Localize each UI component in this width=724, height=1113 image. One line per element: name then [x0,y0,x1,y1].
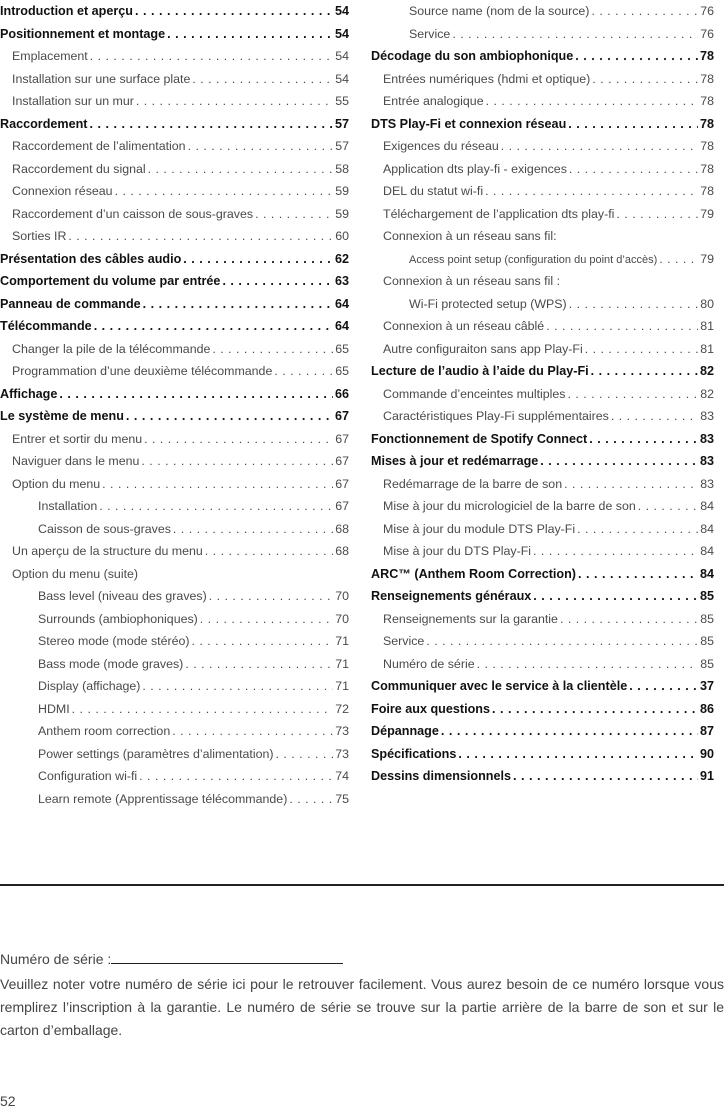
toc-section-entry [371,698,714,721]
toc-dot-leader [90,45,333,68]
toc-entry-title: Display (affichage) [38,679,141,693]
toc-entry-title: Option du menu [12,476,101,491]
toc-subsection-entry [0,90,349,113]
toc-dot-leader [192,630,334,653]
toc-dot-leader [591,360,698,383]
toc-dot-leader [592,68,698,91]
toc-entry-title: Exigences du réseau [383,139,499,153]
toc-dot-leader [533,585,698,608]
toc-section-entry [371,743,714,766]
toc-subsection-entry [371,405,714,428]
toc-dot-leader [167,23,333,46]
toc-entry-title: Caisson de sous-graves [38,521,171,536]
toc-subsection-entry [0,563,349,586]
toc-dot-leader [578,563,698,586]
toc-entry-title: Autre configuraiton sans app Play-Fi [383,341,583,356]
toc-page-number: 64 [334,319,349,333]
toc-dot-leader [611,405,698,428]
toc-entry-title: Communiquer avec le service à la clientèle [371,679,628,693]
toc-subsection-entry [371,225,714,248]
toc-entry-title: Service [409,26,451,41]
toc-page-number: 85 [700,656,714,671]
toc-entry-title: Emplacement [12,49,88,63]
toc-page-number: 59 [335,184,349,198]
toc-section-entry [0,113,349,136]
toc-subsection-entry [0,428,349,451]
toc-entry-title: Access point setup (configuration du point d’accès) [409,253,658,266]
toc-entry-title: Raccordement du signal [12,161,146,176]
toc-dot-leader [274,360,333,383]
toc-entry-title: Anthem room correction [38,724,171,738]
toc-dot-leader [143,293,333,316]
toc-dot-leader [99,495,333,518]
toc-dot-leader [441,720,698,743]
toc-entry-title: Raccordement [0,116,88,131]
toc-page-number: 84 [700,499,714,513]
toc-page-number: 67 [335,454,349,468]
toc-section-entry [371,428,714,451]
serial-number-label: Numéro de série : [0,951,112,967]
toc-dot-leader [185,653,333,676]
toc-subsection-entry [0,450,349,473]
toc-entry-title: Naviguer dans le menu [12,454,140,468]
toc-subsection-entry [0,203,349,226]
toc-page-number: 79 [700,251,714,266]
toc-entry-title: Introduction et aperçu [0,4,133,18]
toc-section-entry [0,270,349,293]
toc-dot-leader [501,135,698,158]
serial-number-field [0,951,343,967]
toc-page-number: 54 [334,4,349,18]
toc-page-number: 70 [335,589,349,603]
toc-dot-leader [569,293,699,316]
toc-subsection-entry [371,248,714,271]
toc-subsection-entry [371,23,714,46]
toc-dot-leader [452,23,698,46]
toc-entry-title: Mise à jour du micrologiciel de la barre de son [383,499,636,513]
toc-entry-title: Fonctionnement de Spotify Connect [371,431,588,446]
toc-subsection-entry [371,473,714,496]
toc-page-number: 78 [700,71,714,86]
toc-dot-leader [575,45,698,68]
toc-dot-leader [577,518,698,541]
toc-entry-title: Bass mode (mode graves) [38,656,184,671]
toc-page-number: 71 [335,634,349,648]
toc-dot-leader [591,0,698,23]
toc-entry-title: Téléchargement de l’application dts play-fi [383,206,615,221]
toc-dot-leader [200,608,333,631]
toc-page-number: 71 [335,679,349,693]
toc-page-number: 83 [699,431,714,446]
toc-page-number: 82 [700,386,714,401]
toc-entry-title: Connexion à un réseau sans fil : [383,274,561,288]
toc-entry-title: Learn remote (Apprentissage télécommande) [38,791,288,806]
toc-subsection-entry [0,788,349,811]
toc-section-entry [371,765,714,788]
toc-dot-leader [513,765,698,788]
toc-subsection-entry [371,0,714,23]
toc-entry-title: Stereo mode (mode stéréo) [38,634,190,648]
toc-dot-leader [485,180,698,203]
toc-page-number: 54 [335,71,349,86]
toc-dot-leader [173,518,333,541]
toc-page-number: 81 [700,319,714,333]
toc-subsection-entry [0,698,349,721]
toc-page-number: 78 [700,139,714,153]
toc-page-number: 78 [699,49,714,63]
toc-entry-title: Wi-Fi protected setup (WPS) [409,296,567,311]
toc-page-number: 84 [700,544,714,558]
toc-dot-leader [172,720,333,743]
toc-entry-title: Mise à jour du module DTS Play-Fi [383,521,576,536]
toc-page-number: 74 [335,769,349,783]
toc-subsection-entry [371,158,714,181]
toc-page-number: 72 [335,701,349,716]
toc-entry-title: Bass level (niveau des graves) [38,589,207,603]
toc-dot-leader [426,630,698,653]
toc-page-number: 83 [700,409,714,423]
toc-dot-leader [68,225,333,248]
toc-page-number: 78 [699,116,714,131]
toc-section-entry [0,0,349,23]
toc-page-number: 57 [334,116,349,131]
toc-page-number: 58 [335,161,349,176]
toc-subsection-entry [371,518,714,541]
serial-number-note: Veuillez noter votre numéro de série ici pour le retrouver facilement. Vous aurez besoin de ce numéro lorsque vous remplirez l’inscription à la garantie. Le numéro de série se trouve sur la partie arrière de la barre de son et sur le carton d’emballage. [0,976,724,1038]
toc-subsection-entry [371,630,714,653]
toc-subsection-entry [0,540,349,563]
toc-entry-title: Entrer et sortir du menu [12,431,143,446]
toc-page-number: 81 [700,341,714,356]
toc-entry-title: Le système de menu [0,409,124,423]
toc-subsection-entry [371,495,714,518]
toc-page-number: 66 [334,386,349,401]
toc-page-number: 67 [335,476,349,491]
toc-entry-title: Raccordement d’un caisson de sous-graves [12,206,254,221]
toc-entry-title: Lecture de l’audio à l’aide du Play-Fi [371,364,589,378]
toc-page-number: 63 [334,274,349,288]
toc-left-column [0,0,349,810]
toc-page-number: 79 [700,206,714,221]
toc-page-number: 75 [335,791,349,806]
toc-subsection-entry [371,68,714,91]
toc-section-entry [0,405,349,428]
toc-entry-title: DEL du statut wi-fi [383,184,484,198]
toc-page-number: 70 [335,611,349,626]
toc-dot-leader [568,113,698,136]
toc-dot-leader [102,473,333,496]
toc-page-number: 68 [335,544,349,558]
toc-dot-leader [533,540,698,563]
toc-entry-title: Comportement du volume par entrée [0,274,221,288]
toc-section-entry [0,23,349,46]
toc-section-entry [371,585,714,608]
toc-dot-leader [289,788,333,811]
toc-dot-leader [564,473,698,496]
toc-entry-title: Connexion à un réseau sans fil: [383,229,557,243]
toc-subsection-entry [371,315,714,338]
toc-page-number: 54 [334,26,349,41]
toc-page-number: 67 [335,431,349,446]
toc-section-entry [371,45,714,68]
toc-subsection-entry [371,180,714,203]
toc-section-entry [0,315,349,338]
toc-subsection-entry [371,608,714,631]
toc-subsection-entry [0,360,349,383]
toc-subsection-entry [0,45,349,68]
toc-subsection-entry [0,608,349,631]
toc-subsection-entry [371,540,714,563]
toc-subsection-entry [371,653,714,676]
toc-subsection-entry [371,90,714,113]
toc-entry-title: Programmation d’une deuxième télécommande [12,364,273,378]
toc-page-number: 83 [700,476,714,491]
toc-subsection-entry [0,338,349,361]
toc-entry-title: Option du menu (suite) [12,566,139,581]
toc-dot-leader [477,653,699,676]
toc-page-number: 55 [335,94,349,108]
toc-subsection-entry [0,135,349,158]
toc-entry-title: Affichage [0,386,58,401]
toc-section-entry [0,293,349,316]
toc-dot-leader [188,135,334,158]
toc-dot-leader [486,90,699,113]
toc-dot-leader [492,698,698,721]
toc-subsection-entry [0,765,349,788]
toc-dot-leader [585,338,698,361]
toc-page-number: 37 [699,679,714,693]
toc-page-number: 57 [335,139,349,153]
toc-entry-title: Power settings (paramètres d’alimentation) [38,746,274,761]
toc-dot-leader [629,675,698,698]
toc-subsection-entry [0,225,349,248]
toc-subsection-entry [0,68,349,91]
toc-entry-title: Présentation des câbles audio [0,251,182,266]
toc-section-entry [371,450,714,473]
toc-dot-leader [192,68,333,91]
toc-subsection-entry [0,518,349,541]
toc-page-number: 78 [700,94,714,108]
toc-entry-title: Renseignements généraux [371,589,532,603]
page-number: 52 [0,1093,16,1109]
serial-number-blank-line [111,951,343,964]
toc-page-number: 82 [699,364,714,378]
toc-dot-leader [135,0,333,23]
toc-entry-title: Entrée analogique [383,94,484,108]
toc-page-number: 91 [699,769,714,783]
toc-section-entry [371,113,714,136]
toc-section-entry [0,248,349,271]
toc-entry-title: Décodage du son ambiophonique [371,49,574,63]
toc-page-number: 65 [335,364,349,378]
toc-subsection-entry [0,585,349,608]
toc-entry-title: Connexion réseau [12,184,113,198]
toc-dot-leader [638,495,698,518]
toc-page-number: 76 [700,4,714,18]
toc-dot-leader [136,90,333,113]
toc-subsection-entry [0,180,349,203]
toc-page-number: 62 [334,251,349,266]
toc-entry-title: Mises à jour et redémarrage [371,454,539,468]
toc-entry-title: Surrounds (ambiophoniques) [38,611,198,626]
toc-entry-title: DTS Play-Fi et connexion réseau [371,116,567,131]
toc-page-number: 85 [699,589,714,603]
toc-dot-leader [209,585,333,608]
toc-entry-title: Panneau de commande [0,296,141,311]
toc-subsection-entry [371,270,714,293]
toc-entry-title: Redémarrage de la barre de son [383,476,563,491]
toc-dot-leader [560,608,698,631]
toc-subsection-entry [0,675,349,698]
toc-page-number: 76 [700,26,714,41]
toc-dot-leader [222,270,333,293]
toc-subsection-entry [371,203,714,226]
toc-entry-title: HDMI [38,701,70,716]
toc-section-entry [371,360,714,383]
toc-dot-leader [255,203,333,226]
toc-dot-leader [540,450,698,473]
toc-page-number: 54 [335,49,349,63]
toc-dot-leader [115,180,334,203]
toc-dot-leader [144,428,333,451]
toc-page-number: 73 [335,746,349,761]
toc-dot-leader [126,405,333,428]
toc-page-number: 67 [334,409,349,423]
toc-page-number: 85 [700,634,714,648]
toc-page-number: 73 [335,724,349,738]
toc-page-number: 78 [700,161,714,176]
toc-page-number: 64 [334,296,349,311]
toc-dot-leader [546,315,698,338]
toc-entry-title: Numéro de série [383,656,475,671]
toc-entry-title: Raccordement de l’alimentation [12,139,186,153]
toc-page-number: 78 [700,184,714,198]
toc-section-entry [371,563,714,586]
toc-subsection-entry [0,495,349,518]
toc-entry-title: Changer la pile de la télécommande [12,341,211,356]
section-divider [0,884,724,886]
toc-dot-leader [59,383,333,406]
toc-entry-title: Dépannage [371,724,439,738]
toc-dot-leader [183,248,333,271]
toc-entry-title: Dessins dimensionnels [371,769,511,783]
toc-entry-title: Renseignements sur la garantie [383,611,558,626]
toc-subsection-entry [0,653,349,676]
toc-entry-title: Installation sur un mur [12,94,134,108]
toc-subsection-entry [0,630,349,653]
toc-entry-title: Un aperçu de la structure du menu [12,544,203,558]
toc-page-number: 68 [335,521,349,536]
toc-dot-leader [589,428,698,451]
toc-dot-leader [141,450,333,473]
toc-dot-leader [659,248,698,271]
toc-dot-leader [212,338,333,361]
toc-entry-title: Télécommande [0,319,92,333]
toc-dot-leader [139,765,333,788]
toc-page-number: 84 [699,566,714,581]
toc-dot-leader [205,540,333,563]
toc-subsection-entry [0,158,349,181]
toc-subsection-entry [371,135,714,158]
toc-entry-title: Service [383,634,425,648]
toc-subsection-entry [371,338,714,361]
toc-entry-title: Configuration wi-fi [38,769,138,783]
toc-entry-title: Positionnement et montage [0,26,166,41]
toc-entry-title: Connexion à un réseau câblé [383,319,545,333]
toc-entry-title: Foire aux questions [371,701,490,716]
toc-entry-title: Source name (nom de la source) [409,4,590,18]
toc-subsection-entry [371,383,714,406]
toc-page-number: 71 [335,656,349,671]
toc-subsection-entry [371,293,714,316]
toc-dot-leader [72,698,334,721]
toc-page-number: 83 [699,454,714,468]
toc-dot-leader [148,158,334,181]
toc-dot-leader [94,315,333,338]
toc-right-column [371,0,714,788]
toc-entry-title: Installation sur une surface plate [12,71,191,86]
toc-page-number: 65 [335,341,349,356]
toc-section-entry [371,675,714,698]
toc-page-number: 59 [335,206,349,221]
toc-subsection-entry [0,743,349,766]
toc-entry-title: Spécifications [371,746,457,761]
toc-entry-title: Installation [38,499,98,513]
toc-page-number: 86 [699,701,714,716]
toc-dot-leader [568,383,699,406]
toc-entry-title: ARC™ (Anthem Room Correction) [371,566,576,581]
toc-page-number: 85 [700,611,714,626]
toc-subsection-entry [0,720,349,743]
toc-page-number: 90 [699,746,714,761]
toc-entry-title: Application dts play-fi - exigences [383,161,567,176]
toc-page-number: 80 [700,296,714,311]
toc-entry-title: Commande d’enceintes multiples [383,386,566,401]
toc-section-entry [0,383,349,406]
toc-dot-leader [616,203,698,226]
toc-entry-title: Caractéristiques Play-Fi supplémentaires [383,409,609,423]
toc-dot-leader [458,743,698,766]
toc-page-number: 67 [335,499,349,513]
toc-dot-leader [569,158,698,181]
toc-section-entry [371,720,714,743]
toc-page-number: 60 [335,229,349,243]
toc-subsection-entry [0,473,349,496]
toc-dot-leader [90,113,333,136]
toc-entry-title: Mise à jour du DTS Play-Fi [383,544,532,558]
toc-page-number: 87 [699,724,714,738]
toc-dot-leader [276,743,334,766]
toc-dot-leader [142,675,333,698]
toc-entry-title: Sorties IR [12,229,67,243]
toc-entry-title: Entrées numériques (hdmi et optique) [383,71,591,86]
toc-page-number: 84 [700,521,714,536]
